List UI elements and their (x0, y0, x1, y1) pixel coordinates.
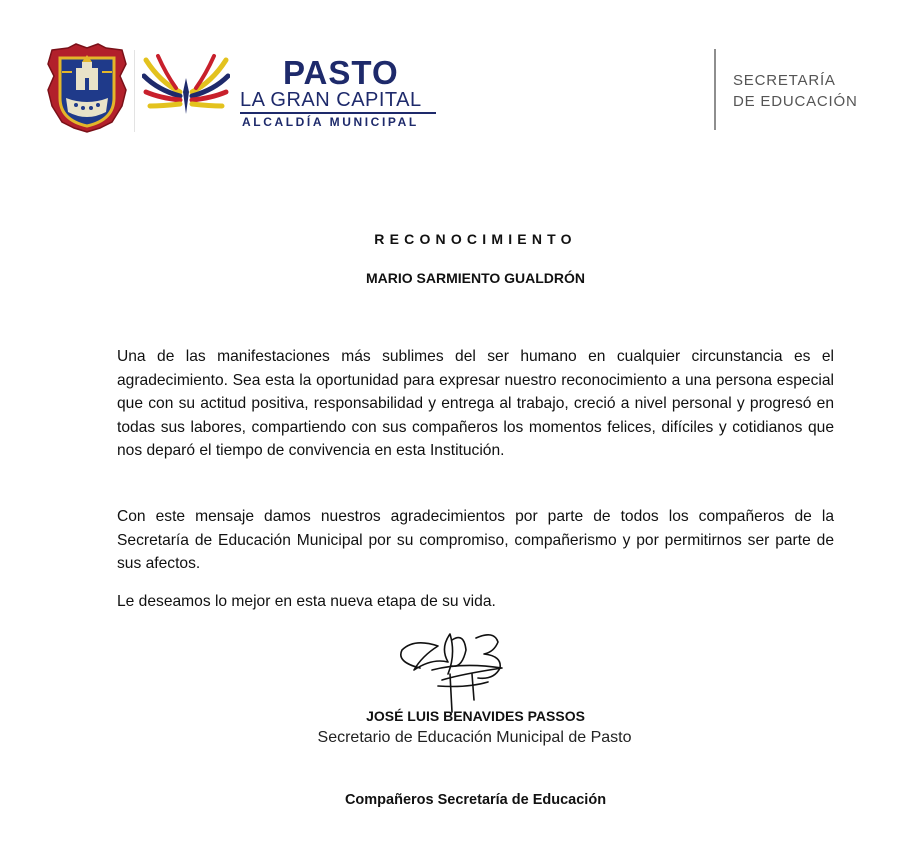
pasto-wings-logo-icon (142, 48, 230, 120)
department-name-line1: SECRETARÍA (733, 72, 836, 89)
brand-entity: ALCALDÍA MUNICIPAL (242, 115, 419, 129)
brand-subtitle: LA GRAN CAPITAL (240, 89, 422, 111)
header-divider (714, 49, 716, 130)
brand-title: PASTO (283, 54, 399, 91)
header-divider-light (134, 50, 135, 132)
body-paragraph-3: Le deseamos lo mejor en esta nueva etapa de su vida. (117, 593, 496, 610)
signer-role: Secretario de Educación Municipal de Pasto (317, 729, 632, 746)
signer-name: JOSÉ LUIS BENAVIDES PASSOS (366, 708, 585, 724)
body-paragraph-1: Una de las manifestaciones más sublimes del ser humano en cualquier circunstancia es el agradecimiento. Sea esta la oportunidad para expresar nuestro reconocimiento a una persona especial que con su actitud positiva, responsabilidad y entrega al trabajo, creció a nivel personal y progresó en todas sus labores, compartiendo con sus compañeros los momentos felices, difíciles y cotidianos que nos deparó el tiempo de convivencia en esta Institución. (117, 348, 834, 460)
document-title: RECONOCIMIENTO (374, 231, 577, 247)
footer-signatories: Compañeros Secretaría de Educación (344, 792, 607, 808)
handwritten-signature (392, 628, 527, 714)
brand-underline (240, 112, 436, 114)
pasto-coat-of-arms-icon (46, 42, 128, 134)
department-name-line2: DE EDUCACIÓN (733, 93, 858, 110)
body-paragraph-2: Con este mensaje damos nuestros agradecimientos por parte de todos los compañeros de la Secretaría de Educación Municipal por su compromiso, compañerismo y por permitirnos ser parte de sus afectos. (117, 508, 834, 573)
honoree-name: MARIO SARMIENTO GUALDRÓN (365, 270, 586, 286)
